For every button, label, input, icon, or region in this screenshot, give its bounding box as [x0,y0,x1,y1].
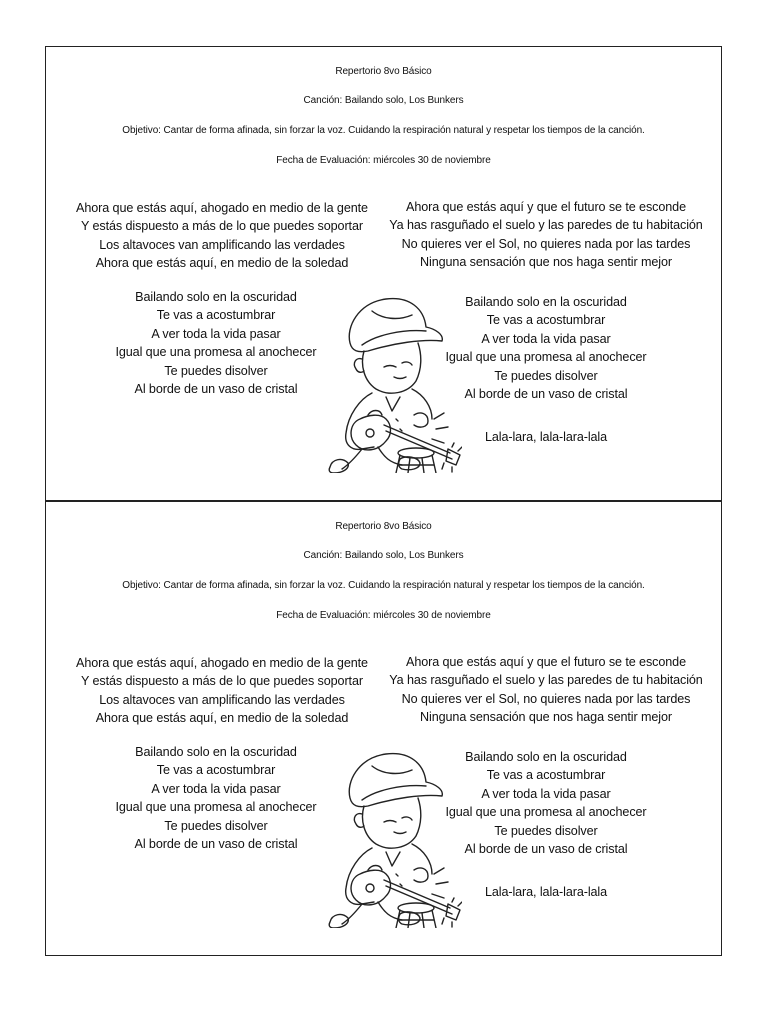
chorus-line-1: Bailando solo en la oscuridad [135,290,297,304]
chorus-line-5: Te puedes disolver [494,368,598,383]
repertoire-title: Repertorio 8vo Básico [335,66,432,77]
outro-line: Lala-lara, lala-lara-lala [484,885,608,899]
chorus-line-3: A ver toda la vida pasar [481,331,611,346]
outro-line: Lala-lara, lala-lara-lala [484,430,608,444]
chorus-line-1: Bailando solo en la oscuridad [465,750,627,764]
evaluation-date: Fecha de Evaluación: miércoles 30 de noviembre [276,610,491,621]
verse-1-line-2: Y estás dispuesto a más de lo que puedes soportar [81,674,363,689]
chorus-line-4: Igual que una promesa al anochecer [445,350,647,365]
verse-1-line-1: Ahora que estás aquí, ahogado en medio de la gente [76,656,368,670]
chorus-line-3: A ver toda la vida pasar [151,781,281,796]
chorus-line-2: Te vas a acostumbrar [486,768,606,783]
chorus-line-6: Al borde de un vaso de cristal [134,837,298,852]
chorus-line-5: Te puedes disolver [164,818,268,833]
boy-with-guitar-drawing-icon [302,724,462,928]
chorus-line-6: Al borde de un vaso de cristal [464,387,628,402]
chorus-line-6: Al borde de un vaso de cristal [464,842,628,857]
chorus-line-1: Bailando solo en la oscuridad [135,745,297,759]
lyrics-card-top [45,46,722,501]
verse-1 [58,654,386,728]
chorus-line-6: Al borde de un vaso de cristal [134,382,298,397]
verse-2-line-4: Ninguna sensación que nos haga sentir mejor [420,255,672,270]
verse-2-line-2: Ya has rasguñado el suelo y las paredes de tu habitación [389,673,703,688]
chorus-line-4: Igual que una promesa al anochecer [445,805,647,820]
verse-2 [382,198,710,272]
evaluation-date: Fecha de Evaluación: miércoles 30 de noviembre [276,155,491,166]
chorus-line-5: Te puedes disolver [164,363,268,378]
chorus-line-3: A ver toda la vida pasar [481,786,611,801]
verse-2 [382,653,710,727]
lyrics-card-bottom [45,501,722,956]
verse-1-line-1: Ahora que estás aquí, ahogado en medio de la gente [76,201,368,215]
chorus-line-4: Igual que una promesa al anochecer [115,345,317,360]
chorus-line-5: Te puedes disolver [494,823,598,838]
verse-2-line-2: Ya has rasguñado el suelo y las paredes de tu habitación [389,218,703,233]
verse-1 [58,199,386,273]
verse-2-line-3: No quieres ver el Sol, no quieres nada por las tardes [401,236,691,251]
chorus-line-2: Te vas a acostumbrar [486,313,606,328]
chorus-line-2: Te vas a acostumbrar [156,763,276,778]
chorus-left [112,288,320,398]
song-title: Canción: Bailando solo, Los Bunkers [303,550,464,561]
verse-2-line-1: Ahora que estás aquí y que el futuro se te esconde [406,655,686,669]
verse-1-line-2: Y estás dispuesto a más de lo que puedes soportar [81,219,363,234]
chorus-line-2: Te vas a acostumbrar [156,308,276,323]
objective-text: Objetivo: Cantar de forma afinada, sin forzar la voz. Cuidando la respiración natural y respetar los tiempos de la canción. [122,580,645,591]
verse-2-line-1: Ahora que estás aquí y que el futuro se te esconde [406,200,686,214]
chorus-left [112,743,320,853]
verse-1-line-4: Ahora que estás aquí, en medio de la soledad [95,256,349,271]
chorus-line-3: A ver toda la vida pasar [151,326,281,341]
repertoire-title: Repertorio 8vo Básico [335,521,432,532]
song-title: Canción: Bailando solo, Los Bunkers [303,95,464,106]
chorus-line-4: Igual que una promesa al anochecer [115,800,317,815]
verse-2-line-4: Ninguna sensación que nos haga sentir mejor [420,710,672,725]
verse-1-line-4: Ahora que estás aquí, en medio de la soledad [95,711,349,726]
verse-2-line-3: No quieres ver el Sol, no quieres nada por las tardes [401,691,691,706]
verse-1-line-3: Los altavoces van amplificando las verdades [99,692,345,707]
boy-with-guitar-drawing-icon [302,269,462,473]
chorus-line-1: Bailando solo en la oscuridad [465,295,627,309]
objective-text: Objetivo: Cantar de forma afinada, sin forzar la voz. Cuidando la respiración natural y respetar los tiempos de la canción. [122,125,645,136]
verse-1-line-3: Los altavoces van amplificando las verdades [99,237,345,252]
